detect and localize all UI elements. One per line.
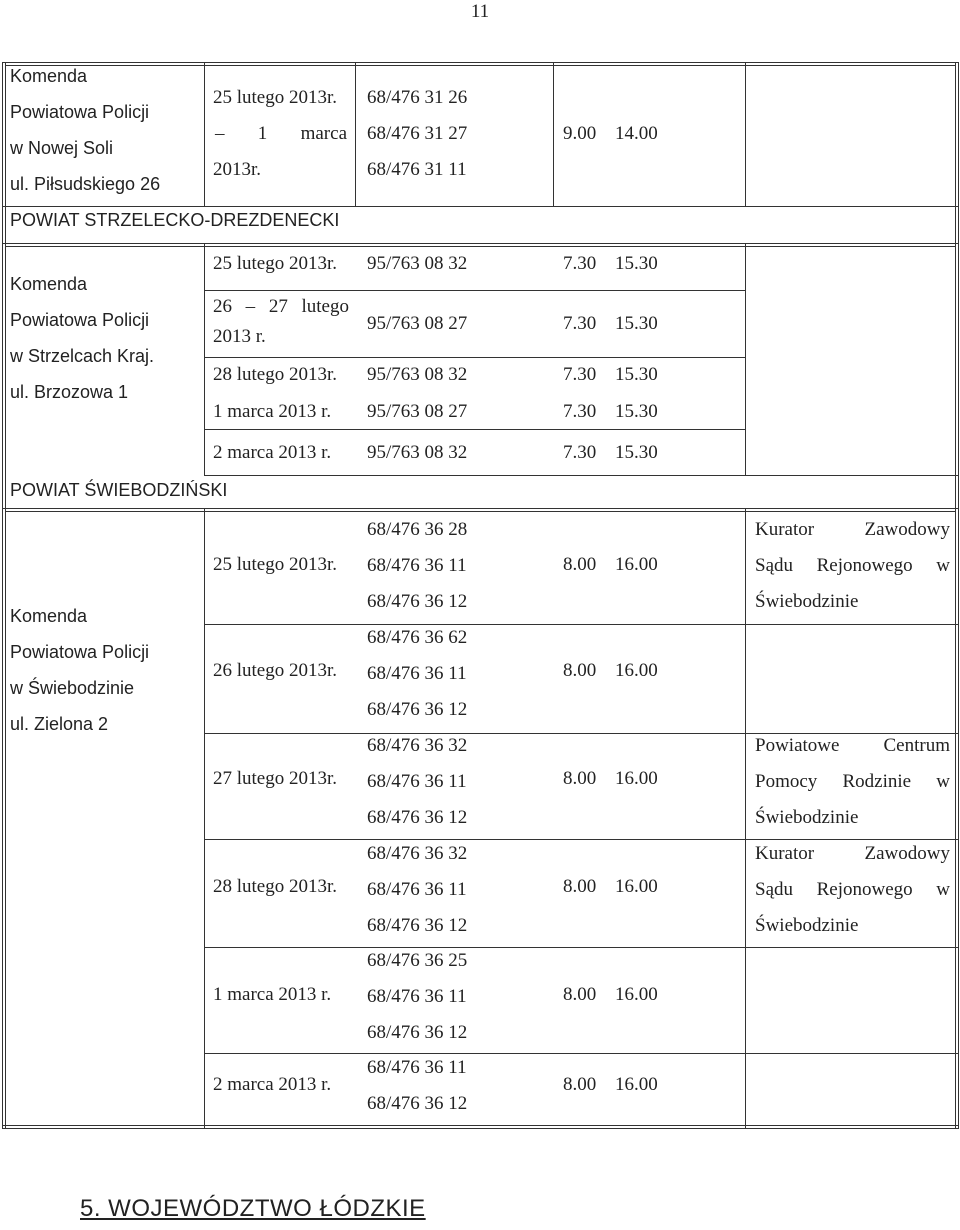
- institution-line: Powiatowa Policji: [10, 310, 150, 330]
- phone-number: 68/476 36 11: [367, 555, 467, 576]
- institution-line: Powiatowa Policji: [10, 102, 150, 122]
- section-heading-swiebodzinski: POWIAT ŚWIEBODZIŃSKI: [10, 480, 228, 500]
- phone-number: 95/763 08 32: [367, 253, 468, 274]
- hours-cell: 8.00 16.00: [563, 660, 658, 681]
- phones-cell: [367, 943, 467, 1051]
- date-line: – 1 marca: [215, 123, 347, 144]
- institution-swiebodzin: [10, 598, 149, 742]
- note-line: Sądu Rejonowego w: [755, 555, 950, 576]
- date-cell: 2 marca 2013 r.: [213, 1074, 332, 1095]
- date-cell: 25 lutego 2013r.: [213, 554, 338, 575]
- phone-number: 68/476 31 11: [367, 159, 467, 180]
- phones-nowa-sol: [367, 80, 467, 188]
- date-line: 2013r.: [213, 159, 262, 180]
- institution-line: Komenda: [10, 66, 88, 86]
- hours-cell: 8.00 16.00: [563, 768, 658, 789]
- date-cell: 28 lutego 2013r.: [213, 876, 338, 897]
- note-line: Świebodzinie: [755, 807, 859, 828]
- phones-cell: [367, 836, 467, 944]
- phone-number: 68/476 36 32: [367, 843, 468, 864]
- section-heading-wojewodztwo-lodzkie: 5. WOJEWÓDZTWO ŁÓDZKIE: [80, 1195, 426, 1222]
- note-line: Sądu Rejonowego w: [755, 879, 950, 900]
- institution-line: Powiatowa Policji: [10, 642, 150, 662]
- phone-number: 68/476 36 11: [367, 771, 467, 792]
- institution-line: ul. Piłsudskiego 26: [10, 174, 161, 194]
- institution-line: w Strzelcach Kraj.: [10, 346, 155, 366]
- phone-number: 68/476 36 12: [367, 591, 468, 612]
- hours-cell: 7.30 15.30: [563, 401, 658, 422]
- date-nowa-sol: [213, 80, 349, 188]
- hours-cell: 8.00 16.00: [563, 554, 658, 575]
- note-line: Świebodzinie: [755, 915, 859, 936]
- date-cell: [213, 292, 349, 352]
- phone-number: 68/476 36 62: [367, 627, 468, 648]
- hours-cell: 7.30 15.30: [563, 253, 658, 274]
- date-cell: 26 lutego 2013r.: [213, 660, 338, 681]
- date-cell: 27 lutego 2013r.: [213, 768, 338, 789]
- institution-line: w Świebodzinie: [10, 678, 135, 698]
- date-line: 2013 r.: [213, 326, 266, 347]
- phone-number: 95/763 08 27: [367, 401, 468, 422]
- phones-cell: [367, 1050, 467, 1122]
- date-cell: 1 marca 2013 r.: [213, 401, 332, 422]
- phone-number: 68/476 36 11: [367, 879, 467, 900]
- notes-cell: [755, 728, 950, 836]
- institution-nowa-sol: [10, 58, 160, 202]
- hours-cell: 8.00 16.00: [563, 984, 658, 1005]
- note-line: Powiatowe Centrum: [755, 735, 950, 756]
- note-line: Kurator Zawodowy: [755, 843, 950, 864]
- page-number: 11: [470, 1, 490, 22]
- hours-cell: 7.30 15.30: [563, 313, 658, 334]
- phone-number: 68/476 36 12: [367, 915, 468, 936]
- phone-number: 68/476 36 11: [367, 1057, 467, 1078]
- phones-cell: [367, 512, 467, 620]
- date-cell: 25 lutego 2013r.: [213, 253, 338, 274]
- hours-cell: 7.30 15.30: [563, 442, 658, 463]
- phone-number: 68/476 36 11: [367, 663, 467, 684]
- institution-line: w Nowej Soli: [10, 138, 114, 158]
- phones-cell: [367, 728, 467, 836]
- phone-number: 95/763 08 32: [367, 364, 468, 385]
- note-line: Świebodzinie: [755, 591, 859, 612]
- date-line: 26 – 27 lutego: [213, 296, 349, 317]
- phone-number: 68/476 36 11: [367, 986, 467, 1007]
- phone-number: 68/476 36 32: [367, 735, 468, 756]
- date-cell: 1 marca 2013 r.: [213, 984, 332, 1005]
- date-cell: 2 marca 2013 r.: [213, 442, 332, 463]
- institution-line: Komenda: [10, 274, 88, 294]
- institution-line: Komenda: [10, 606, 88, 626]
- phone-number: 68/476 36 12: [367, 1093, 468, 1114]
- section-heading-strzelecko-drezdenecki: POWIAT STRZELECKO-DREZDENECKI: [10, 210, 340, 230]
- phone-number: 68/476 36 12: [367, 699, 468, 720]
- note-line: Pomocy Rodzinie w: [755, 771, 950, 792]
- institution-line: ul. Brzozowa 1: [10, 382, 129, 402]
- phone-number: 68/476 36 12: [367, 1022, 468, 1043]
- date-line: 25 lutego 2013r.: [213, 87, 338, 108]
- note-line: Kurator Zawodowy: [755, 519, 950, 540]
- date-cell: 28 lutego 2013r.: [213, 364, 338, 385]
- phone-number: 95/763 08 32: [367, 442, 468, 463]
- notes-cell: [755, 512, 950, 620]
- institution-strzelce: [10, 266, 154, 410]
- institution-line: ul. Zielona 2: [10, 714, 109, 734]
- phone-number: 68/476 31 27: [367, 123, 468, 144]
- phone-number: 95/763 08 27: [367, 313, 468, 334]
- hours-nowa-sol: 9.00 14.00: [563, 123, 658, 144]
- hours-cell: 7.30 15.30: [563, 364, 658, 385]
- phone-number: 68/476 31 26: [367, 87, 468, 108]
- phone-number: 68/476 36 25: [367, 950, 468, 971]
- notes-cell: [755, 836, 950, 944]
- phones-cell: [367, 620, 467, 728]
- phone-number: 68/476 36 12: [367, 807, 468, 828]
- phone-number: 68/476 36 28: [367, 519, 468, 540]
- hours-cell: 8.00 16.00: [563, 1074, 658, 1095]
- hours-cell: 8.00 16.00: [563, 876, 658, 897]
